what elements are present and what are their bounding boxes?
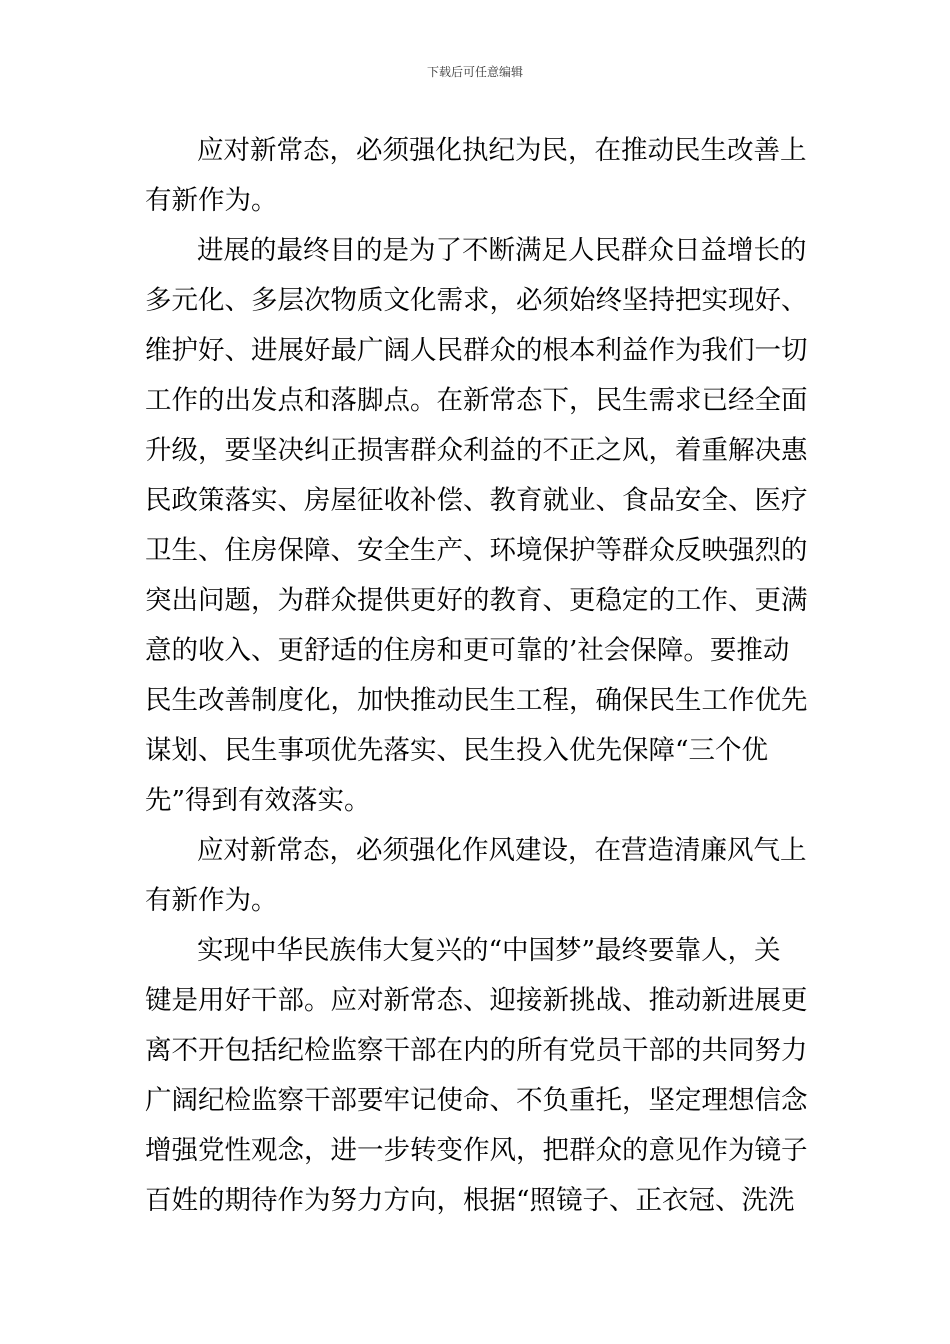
text-line: 键是用好干部。应对新常态、迎接新挑战、推动新进展更 [145, 985, 808, 1016]
text-line: 增强党性观念，进一步转变作风，把群众的意见作为镜子 [145, 1135, 808, 1166]
text-line: 离不开包括纪检监察干部在内的所有党员干部的共同努力 [145, 1035, 808, 1066]
text-line: 有新作为。 [145, 185, 278, 216]
text-line: 卫生、住房保障、安全生产、环境保护等群众反映强烈的 [145, 535, 808, 566]
text-line: 工作的出发点和落脚点。在新常态下，民生需求已经全面 [145, 385, 808, 416]
text-line: 应对新常态，必须强化执纪为民，在推动民生改善上 [197, 135, 807, 166]
text-line: 有新作为。 [145, 885, 278, 916]
page-header-note: 下载后可任意编辑 [426, 65, 523, 79]
text-line: 广阔纪检监察干部要牢记使命、不负重托，坚定理想信念 [145, 1085, 808, 1116]
text-line: 维护好、进展好最广阔人民群众的根本利益作为我们一切 [145, 335, 808, 366]
text-line: 升级，要坚决纠正损害群众利益的不正之风，着重解决惠 [145, 435, 808, 466]
body-text [145, 126, 810, 1226]
text-line: 突出问题，为群众提供更好的教育、更稳定的工作、更满 [145, 585, 808, 616]
text-line: 百姓的期待作为努力方向，根据“照镜子、正衣冠、洗洗 [145, 1185, 795, 1216]
text-line: 意的收入、更舒适的住房和更可靠的’社会保障。要推动 [145, 635, 790, 666]
text-line: 应对新常态，必须强化作风建设，在营造清廉风气上 [197, 835, 807, 866]
text-line: 民政策落实、房屋征收补偿、教育就业、食品安全、医疗 [145, 485, 808, 516]
text-line: 谋划、民生事项优先落实、民生投入优先保障“三个优 [145, 735, 769, 766]
text-line: 多元化、多层次物质文化需求，必须始终坚持把实现好、 [145, 285, 808, 316]
text-line: 进展的最终目的是为了不断满足人民群众日益增长的 [197, 235, 807, 266]
text-line: 民生改善制度化，加快推动民生工程，确保民生工作优先 [145, 685, 808, 716]
text-line: 实现中华民族伟大复兴的“中国梦”最终要靠人，关 [197, 935, 781, 966]
text-line: 先”得到有效落实。 [145, 785, 371, 816]
